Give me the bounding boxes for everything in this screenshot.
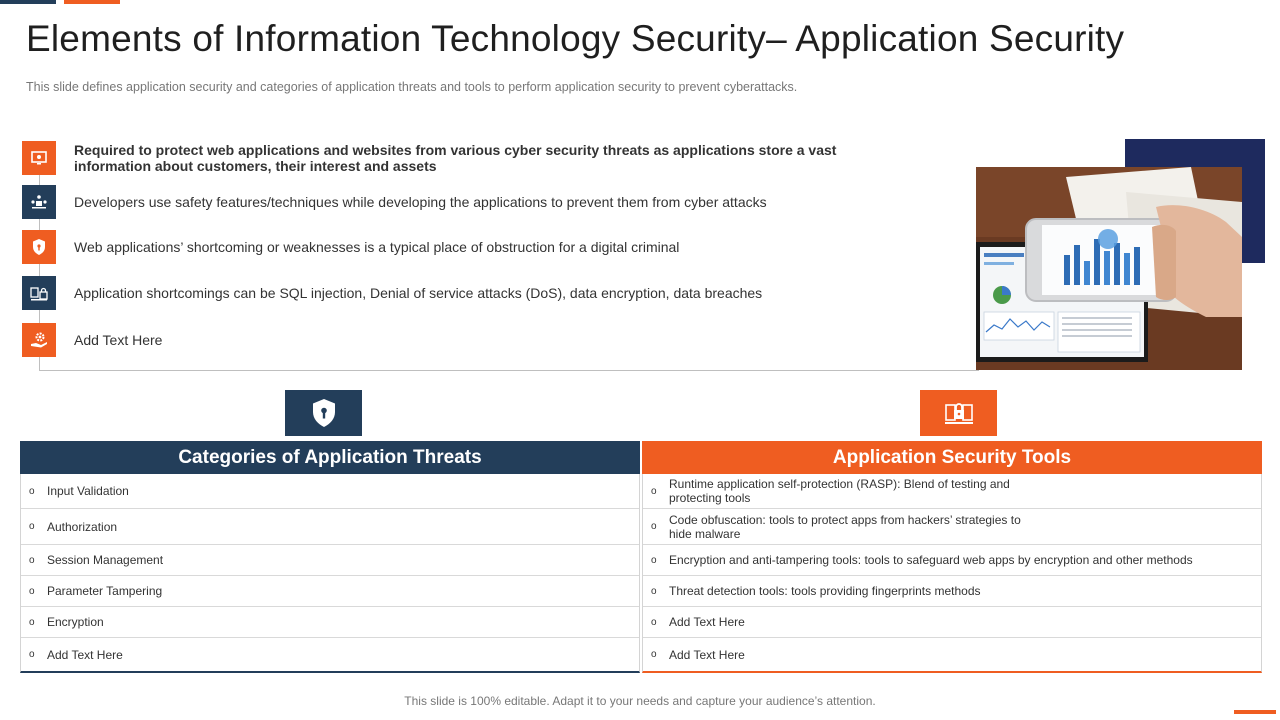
point-1 <box>22 141 864 175</box>
table-row: o Encryption and anti-tampering tools: tools to safeguard web apps by encryption and other methods <box>643 544 1261 575</box>
bullet: o <box>29 554 35 566</box>
bullet: o <box>29 616 35 628</box>
table-row: o Add Text Here <box>643 606 1261 637</box>
bullet: o <box>29 521 35 532</box>
table-row: o Session Management <box>21 544 639 575</box>
table-row: o Code obfuscation: tools to protect apps from hackers’ strategies to hide malware <box>643 508 1261 544</box>
point-1-text: Required to protect web applications and websites from various cyber security threats as applications store a vast information about customers, their interest and assets <box>74 142 837 174</box>
tools-table-header: Application Security Tools <box>642 441 1262 474</box>
bullet: o <box>29 649 35 660</box>
monitor-icon <box>22 141 56 175</box>
point-4-text: Application shortcomings can be SQL injection, Denial of service attacks (DoS), data encryption, data breaches <box>74 285 763 301</box>
table-row: o Authorization <box>21 508 639 544</box>
threats-table-header: Categories of Application Threats <box>20 441 640 474</box>
table-row: o Parameter Tampering <box>21 575 639 606</box>
points-divider-line <box>39 370 979 371</box>
secure-devices-badge-icon <box>920 390 997 436</box>
gear-hand-icon <box>22 323 56 357</box>
smartphone-dashboard-photo <box>976 167 1242 370</box>
point-5 <box>22 323 162 357</box>
point-3 <box>22 230 679 264</box>
table-row: o Threat detection tools: tools providing fingerprints methods <box>643 575 1261 606</box>
shield-icon <box>22 230 56 264</box>
bullet: o <box>651 585 657 597</box>
bullet: o <box>29 585 35 597</box>
network-icon <box>22 185 56 219</box>
tools-table <box>642 441 1262 673</box>
bullet: o <box>651 521 657 532</box>
footer-note: This slide is 100% editable. Adapt it to your needs and capture your audience’s attention. <box>404 694 876 708</box>
page-title: Elements of Information Technology Security– Application Security <box>26 18 1125 59</box>
point-3-text: Web applications’ shortcoming or weaknesses is a typical place of obstruction for a digital criminal <box>74 239 680 255</box>
shield-badge-icon <box>285 390 362 436</box>
bullet: o <box>651 485 657 497</box>
point-5-text: Add Text Here <box>74 332 163 348</box>
table-row: o Add Text Here <box>643 637 1261 671</box>
bullet: o <box>651 554 657 566</box>
bullet: o <box>29 485 35 497</box>
threats-table <box>20 441 640 673</box>
point-2 <box>22 185 767 219</box>
table-row: o Runtime application self-protection (RASP): Blend of testing and protecting tools <box>651 477 1010 505</box>
point-4 <box>22 276 762 310</box>
top-accent-navy <box>0 0 56 4</box>
point-2-text: Developers use safety features/techniques while developing the applications to prevent them from cyber attacks <box>74 194 767 210</box>
bottom-accent-orange <box>1234 710 1276 714</box>
bullet: o <box>651 649 657 660</box>
table-row: o Add Text Here <box>21 637 639 671</box>
top-accent-orange <box>64 0 120 4</box>
page-subtitle: This slide defines application security and categories of application threats and tools to perform application security to prevent cyberattacks. <box>26 80 798 94</box>
devices-lock-icon <box>22 276 56 310</box>
table-row: o Encryption <box>21 606 639 637</box>
table-row: o Input Validation <box>29 484 129 498</box>
bullet: o <box>651 616 657 628</box>
